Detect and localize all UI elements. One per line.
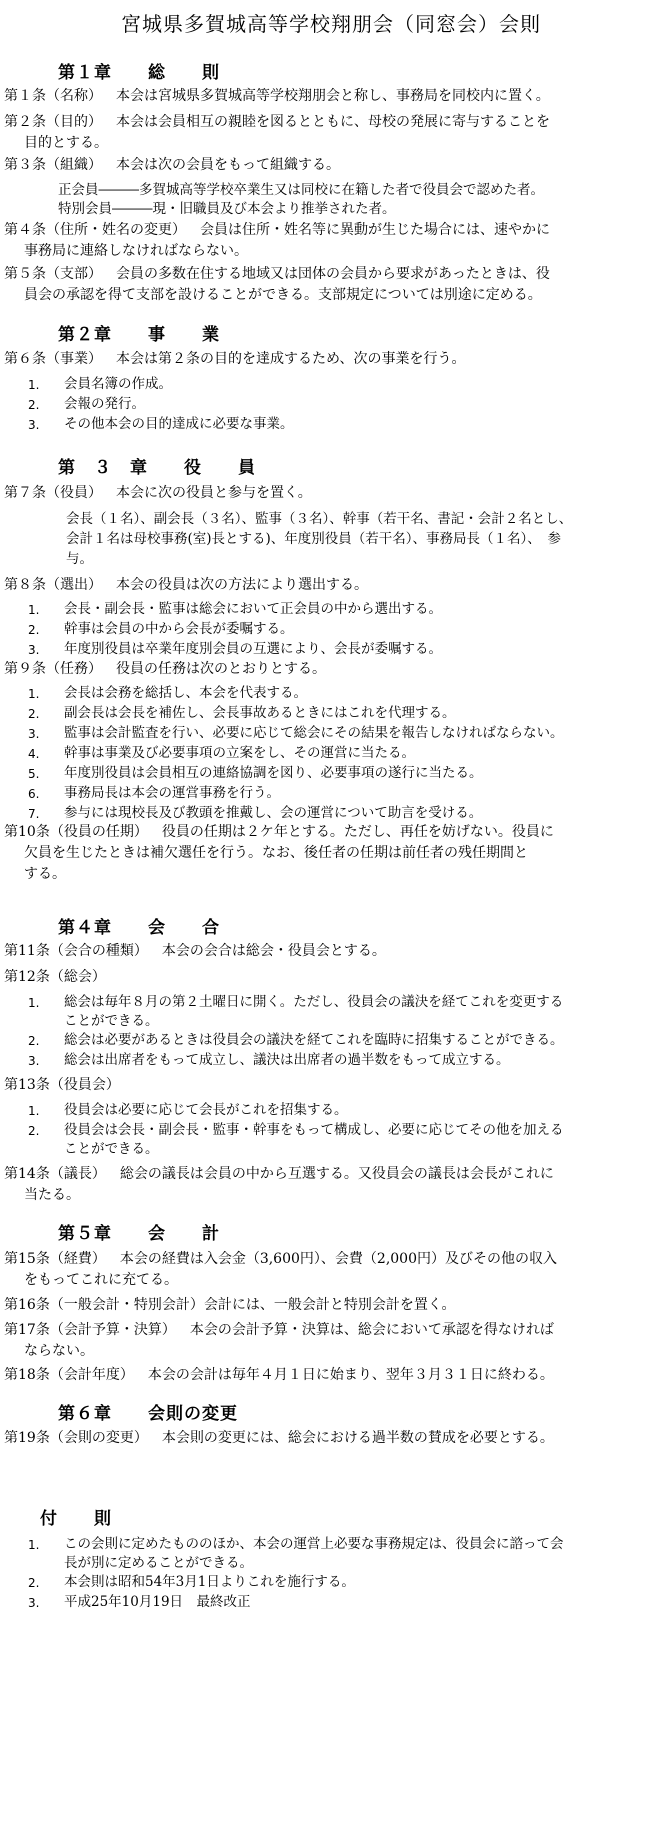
article-13-label: 第13条（役員会） — [4, 1077, 120, 1093]
article-5-label: 第５条（支部） — [4, 266, 102, 282]
article-18-label: 第18条（会計年度） — [4, 1367, 134, 1383]
article-5-continuation: 員会の承認を得て支部を設けることができる。支部規定については別途に定める。 — [24, 287, 542, 303]
document-title: 宮城県多賀城高等学校翔朋会（同窓会）会則 — [121, 12, 541, 36]
article-7-officers — [66, 509, 652, 569]
list-item: 5. 年度別役員は会員相互の連絡協調を図り、必要事項の遂行に当たる。 — [28, 765, 483, 781]
article-8-label: 第８条（選出） — [4, 577, 102, 593]
list-item: 1. 役員会は必要に応じて会長がこれを招集する。 — [28, 1102, 348, 1118]
article-10-continuation: する。 — [24, 866, 66, 882]
article-6-items — [28, 375, 648, 435]
article-1 — [4, 86, 654, 107]
chapter-4-heading: 第４章 会 合 — [58, 918, 220, 938]
list-item: 7. 参与には現校長及び教頭を推戴し、会の運営について助言を受ける。 — [28, 805, 483, 821]
article-15-continuation: をもってこれに充てる。 — [24, 1272, 178, 1288]
article-15 — [4, 1249, 654, 1291]
article-15-label: 第15条（経費） — [4, 1251, 106, 1267]
officers-line: 会計１名は母校事務(室)長とする)、年度別役員（若干名）、事務局長（１名）、 参 — [66, 531, 562, 547]
article-7-text: 本会に次の役員と参与を置く。 — [116, 485, 312, 501]
article-11 — [4, 941, 654, 962]
officers-line: 会長（１名）、副会長（３名）、監事（３名）、幹事（若干名、書記・会計２名とし、 — [66, 511, 573, 527]
article-13-items — [28, 1101, 648, 1159]
article-8-text: 本会の役員は次の方法により選出する。 — [116, 577, 368, 593]
article-10-text: 役員の任期は２ケ年とする。ただし、再任を妨げない。役員に — [161, 824, 554, 840]
article-17-continuation: ならない。 — [24, 1343, 94, 1359]
article-2-label: 第２条（目的） — [4, 114, 102, 130]
chapter-6-heading: 第６章 会則の変更 — [58, 1404, 238, 1424]
article-6 — [4, 349, 654, 370]
article-7-label: 第７条（役員） — [4, 485, 102, 501]
article-4 — [4, 220, 654, 262]
article-14-label: 第14条（議長） — [4, 1166, 106, 1182]
article-10-continuation: 欠員を生じたときは補欠選任を行う。なお、後任者の任期は前任者の残任期間と — [24, 845, 528, 861]
article-4-label: 第４条（住所・姓名の変更） — [4, 222, 186, 238]
chapter-2-heading: 第２章 事 業 — [58, 325, 220, 345]
article-17-label: 第17条（会計予算・決算） — [4, 1322, 176, 1338]
article-16-label: 第16条（一般会計・特別会計） — [4, 1297, 204, 1313]
article-17-text: 本会の会計予算・決算は、総会において承認を得なければ — [189, 1322, 554, 1338]
article-19-label: 第19条（会則の変更） — [4, 1430, 148, 1446]
list-item: 2. 会報の発行。 — [28, 396, 145, 412]
article-5 — [4, 264, 654, 306]
article-2-continuation: 目的とする。 — [24, 135, 108, 151]
article-2-text: 本会は会員相互の親睦を図るとともに、母校の発展に寄与することを — [116, 114, 550, 130]
article-13 — [4, 1075, 654, 1096]
article-10-label: 第10条（役員の任期） — [4, 824, 148, 840]
article-9-items — [28, 684, 648, 824]
list-item: 3. 総会は出席者をもって成立し、議決は出席者の過半数をもって成立する。 — [28, 1052, 510, 1068]
article-9-label: 第９条（任務） — [4, 661, 102, 677]
article-4-continuation: 事務局に連絡しなければならない。 — [24, 243, 248, 259]
article-12-label: 第12条（総会） — [4, 969, 106, 985]
list-item: 6. 事務局長は本会の運営事務を行う。 — [28, 785, 280, 801]
article-16-text: 会計には、一般会計と特別会計を置く。 — [203, 1297, 456, 1313]
list-item: 3. その他本会の目的達成に必要な事業。 — [28, 416, 294, 432]
article-12-items — [28, 993, 648, 1071]
chapter-3-heading: 第 ３ 章 役 員 — [58, 458, 256, 478]
list-item: 3. 年度別役員は卒業年度別会員の互選により、会長が委嘱する。 — [28, 641, 442, 657]
chapter-5-heading: 第５章 会 計 — [58, 1224, 220, 1244]
list-item: 2. 総会は必要があるときは役員会の議決を経てこれを臨時に招集することができる。 — [28, 1032, 564, 1048]
member-type-special: 特別会員―――現・旧職員及び本会より推挙された者。 — [58, 201, 396, 217]
article-8-items — [28, 600, 648, 660]
supplementary-heading: 付 則 — [40, 1509, 112, 1529]
article-17 — [4, 1320, 654, 1362]
article-19-text: 本会則の変更には、総会における過半数の賛成を必要とする。 — [161, 1430, 554, 1446]
article-18 — [4, 1365, 654, 1386]
article-9 — [4, 659, 654, 680]
list-item: 1. この会則に定めたもののほか、本会の運営上必要な事務規定は、役員会に諮って会 長が別に定めることができる。 — [28, 1536, 564, 1571]
officers-line: 与。 — [66, 551, 93, 567]
list-item: 1. 会長は会務を総括し、本会を代表する。 — [28, 685, 307, 701]
article-4-text: 会員は住所・姓名等に異動が生じた場合には、速やかに — [200, 222, 550, 238]
article-3-label: 第３条（組織） — [4, 157, 102, 173]
article-3-text: 本会は次の会員をもって組織する。 — [116, 157, 340, 173]
article-16 — [4, 1295, 654, 1316]
article-2 — [4, 112, 654, 154]
list-item: 3. 監事は会計監査を行い、必要に応じて総会にその結果を報告しなければならない。 — [28, 725, 564, 741]
supplementary-items — [28, 1535, 648, 1613]
list-item: 2. 役員会は会長・副会長・監事・幹事をもって構成し、必要に応じてその他を加える ことができる。 — [28, 1122, 564, 1157]
article-7 — [4, 483, 654, 504]
article-19 — [4, 1428, 654, 1449]
chapter-1-heading: 第１章 総 則 — [58, 63, 220, 83]
article-14 — [4, 1164, 654, 1206]
article-6-label: 第６条（事業） — [4, 351, 102, 367]
list-item: 3. 平成25年10月19日 最終改正 — [28, 1594, 251, 1610]
article-3-members — [58, 181, 644, 219]
list-item: 2. 幹事は会員の中から会長が委嘱する。 — [28, 621, 294, 637]
member-type-regular: 正会員―――多賀城高等学校卒業生又は同校に在籍した者で役員会で認めた者。 — [58, 182, 544, 198]
list-item: 2. 副会長は会長を補佐し、会長事故あるときにはこれを代理する。 — [28, 705, 456, 721]
list-item: 1. 総会は毎年８月の第２土曜日に開く。ただし、役員会の議決を経てこれを変更する ことができる。 — [28, 994, 564, 1029]
article-5-text: 会員の多数在住する地域又は団体の会員から要求があったときは、役 — [116, 266, 550, 282]
article-10 — [4, 822, 654, 885]
article-3 — [4, 155, 654, 176]
article-9-text: 役員の任務は次のとおりとする。 — [116, 661, 326, 677]
article-1-text: 本会は宮城県多賀城高等学校翔朋会と称し、事務局を同校内に置く。 — [116, 88, 550, 104]
article-11-label: 第11条（会合の種類） — [4, 943, 148, 959]
list-item: 1. 会員名簿の作成。 — [28, 376, 172, 392]
article-1-label: 第１条（名称） — [4, 88, 102, 104]
article-14-text: 総会の議長は会員の中から互選する。又役員会の議長は会長がこれに — [119, 1166, 554, 1182]
list-item: 1. 会長・副会長・監事は総会において正会員の中から選出する。 — [28, 601, 442, 617]
article-8 — [4, 575, 654, 596]
list-item: 4. 幹事は事業及び必要事項の立案をし、その運営に当たる。 — [28, 745, 415, 761]
article-18-text: 本会の会計は毎年４月１日に始まり、翌年３月３１日に終わる。 — [147, 1367, 554, 1383]
article-14-continuation: 当たる。 — [24, 1187, 80, 1203]
article-6-text: 本会は第２条の目的を達成するため、次の事業を行う。 — [116, 351, 466, 367]
article-15-text: 本会の経費は入会金（3,600円）、会費（2,000円）及びその他の収入 — [119, 1251, 557, 1267]
list-item: 2. 本会則は昭和54年3月1日よりこれを施行する。 — [28, 1574, 355, 1590]
article-12 — [4, 967, 654, 988]
article-11-text: 本会の会合は総会・役員会とする。 — [161, 943, 386, 959]
